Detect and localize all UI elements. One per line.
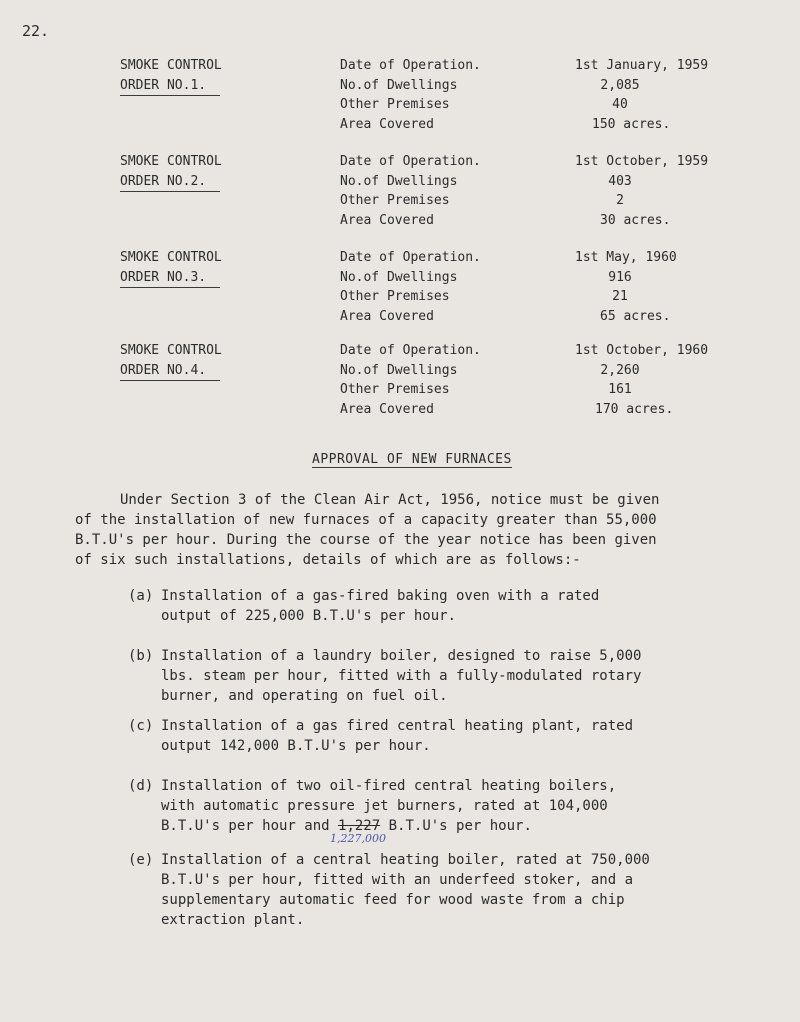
row-label: Area Covered bbox=[340, 116, 434, 132]
row-value: 403 bbox=[608, 173, 632, 189]
row-label: No.of Dwellings bbox=[340, 269, 458, 285]
order-title: SMOKE CONTROL bbox=[120, 343, 222, 358]
item-label: (b) bbox=[128, 648, 154, 664]
item-line-part: B.T.U's per hour. bbox=[380, 818, 532, 834]
row-label: Area Covered bbox=[340, 308, 434, 324]
row-value: 1st January, 1959 bbox=[575, 58, 709, 73]
item-label: (d) bbox=[128, 778, 154, 794]
row-label: No.of Dwellings bbox=[340, 77, 458, 93]
item-label: (c) bbox=[128, 718, 154, 734]
order-title: SMOKE CONTROL bbox=[120, 154, 222, 169]
intro-paragraph bbox=[75, 490, 755, 570]
row-label: Other Premises bbox=[340, 382, 450, 397]
order-number: ORDER NO.3. bbox=[120, 268, 220, 289]
item-label: (e) bbox=[128, 852, 154, 868]
row-label: Date of Operation. bbox=[340, 154, 481, 169]
row-label: Other Premises bbox=[340, 289, 450, 304]
row-value: 2,260 bbox=[600, 362, 640, 378]
item-line: Installation of two oil-fired central heating boilers, bbox=[161, 778, 617, 794]
row-label: Date of Operation. bbox=[340, 58, 481, 73]
item-line: Installation of a central heating boiler, rated at 750,000 bbox=[161, 852, 650, 868]
item-line: burner, and operating on fuel oil. bbox=[161, 688, 448, 704]
row-label: Date of Operation. bbox=[340, 343, 481, 358]
section-heading: APPROVAL OF NEW FURNACES bbox=[312, 452, 512, 467]
row-label: Date of Operation. bbox=[340, 250, 481, 265]
smoke-control-order-3 bbox=[120, 248, 760, 326]
item-line: output 142,000 B.T.U's per hour. bbox=[161, 738, 431, 754]
row-value: 916 bbox=[608, 269, 632, 285]
row-label: No.of Dwellings bbox=[340, 362, 458, 378]
paragraph-line: of six such installations, details of which are as follows:- bbox=[75, 552, 581, 568]
row-value: 1st October, 1959 bbox=[575, 154, 709, 169]
smoke-control-order-2 bbox=[120, 152, 760, 230]
paragraph-line: of the installation of new furnaces of a capacity greater than 55,000 bbox=[75, 512, 657, 528]
item-line: supplementary automatic feed for wood waste from a chip bbox=[161, 892, 625, 908]
item-line: B.T.U's per hour, fitted with an underfeed stoker, and a bbox=[161, 872, 634, 888]
item-line-part: B.T.U's per hour and bbox=[161, 818, 339, 834]
item-line-with-correction bbox=[161, 816, 761, 836]
row-label: Other Premises bbox=[340, 97, 450, 112]
item-line: extraction plant. bbox=[161, 912, 305, 928]
page-number: 22. bbox=[22, 22, 50, 40]
row-value: 170 acres. bbox=[595, 401, 674, 417]
row-value: 2 bbox=[616, 193, 624, 208]
row-value: 30 acres. bbox=[600, 212, 671, 228]
item-line: Installation of a gas-fired baking oven with a rated bbox=[161, 588, 600, 604]
order-number: ORDER NO.4. bbox=[120, 361, 220, 382]
item-line: lbs. steam per hour, fitted with a fully-modulated rotary bbox=[161, 668, 642, 684]
handwritten-correction: 1,227,000 bbox=[330, 832, 386, 845]
row-value: 40 bbox=[612, 97, 628, 112]
row-value: 2,085 bbox=[600, 77, 640, 93]
order-number: ORDER NO.2. bbox=[120, 172, 220, 193]
item-line: with automatic pressure jet burners, rated at 104,000 bbox=[161, 798, 608, 814]
row-value: 65 acres. bbox=[600, 308, 671, 324]
paragraph-line: B.T.U's per hour. During the course of the year notice has been given bbox=[75, 532, 657, 548]
row-label: Area Covered bbox=[340, 212, 434, 228]
row-label: No.of Dwellings bbox=[340, 173, 458, 189]
row-label: Other Premises bbox=[340, 193, 450, 208]
order-title: SMOKE CONTROL bbox=[120, 58, 222, 73]
item-label: (a) bbox=[128, 588, 154, 604]
row-label: Area Covered bbox=[340, 401, 434, 417]
row-value: 1st October, 1960 bbox=[575, 343, 709, 358]
smoke-control-order-4 bbox=[120, 341, 760, 419]
row-value: 161 bbox=[608, 382, 632, 397]
paragraph-line: Under Section 3 of the Clean Air Act, 1956, notice must be given bbox=[120, 492, 660, 508]
struck-value: 1,227 bbox=[338, 818, 381, 834]
smoke-control-order-1 bbox=[120, 56, 760, 134]
row-value: 150 acres. bbox=[592, 116, 671, 132]
item-line: output of 225,000 B.T.U's per hour. bbox=[161, 608, 457, 624]
order-title: SMOKE CONTROL bbox=[120, 250, 222, 265]
row-value: 1st May, 1960 bbox=[575, 250, 677, 265]
row-value: 21 bbox=[612, 289, 628, 304]
item-line: Installation of a gas fired central heating plant, rated bbox=[161, 718, 634, 734]
order-number: ORDER NO.1. bbox=[120, 76, 220, 97]
item-line: Installation of a laundry boiler, designed to raise 5,000 bbox=[161, 648, 642, 664]
